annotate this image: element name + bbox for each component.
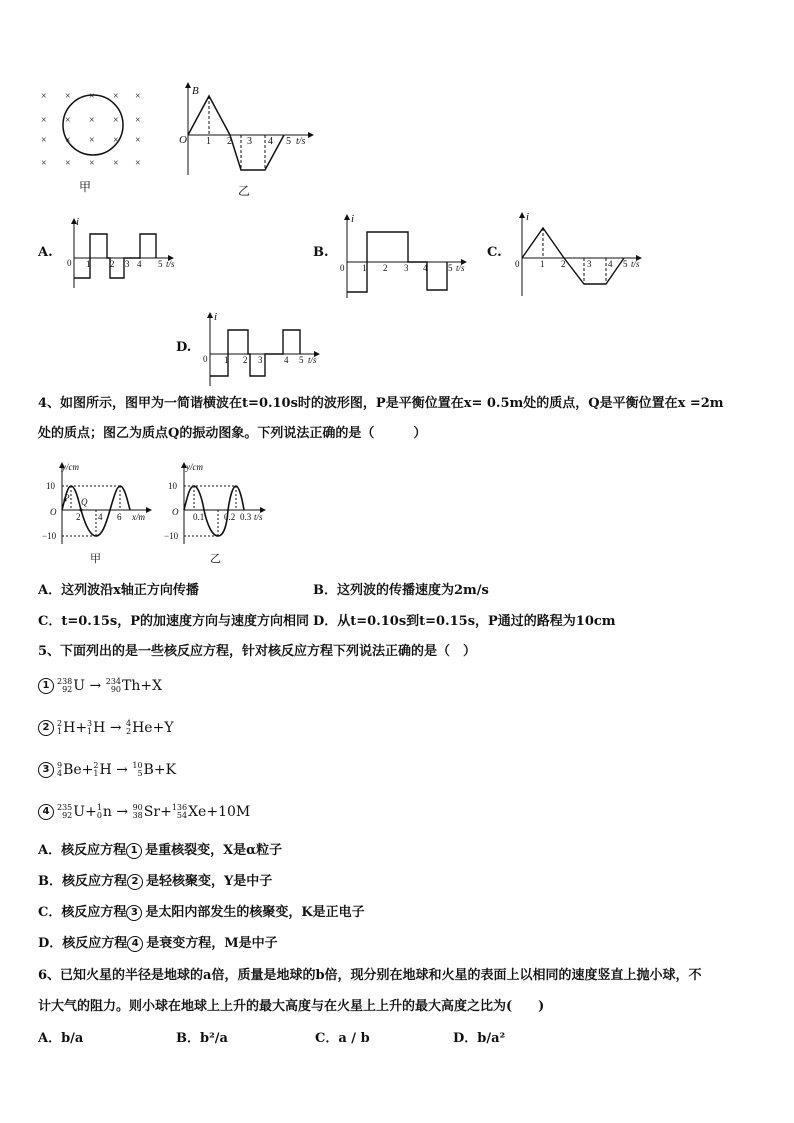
q4-option-c[interactable]: C．t=0.15s，P的加速度方向与速度方向相同 — [38, 614, 310, 629]
b-t-label: t/s — [456, 263, 465, 273]
svg-text:×: × — [135, 91, 141, 102]
arrow-icon: → — [109, 720, 122, 736]
magnetic-field-diagram — [36, 86, 146, 171]
c-tick-1: 1 — [540, 259, 545, 269]
svg-text:×: × — [41, 135, 47, 146]
svg-text:×: × — [41, 158, 47, 169]
yi-tick-1: 1 — [206, 136, 211, 147]
a-i-label: i — [76, 216, 80, 228]
option-c-label: C. — [487, 245, 502, 260]
a-tick-4: 4 — [137, 259, 142, 269]
circled-number-1: 1 — [38, 678, 54, 694]
b-tick-4: 4 — [423, 263, 428, 273]
figure-yi-b-t-graph — [176, 80, 316, 180]
q5-option-b[interactable]: B．核反应方程 2 是轻核聚变，Y是中子 — [38, 874, 273, 889]
option-a-graph — [62, 212, 182, 292]
jia-origin-label: O — [50, 507, 57, 517]
jia-q-label: Q — [81, 497, 88, 507]
option-a-label: A. — [38, 245, 53, 260]
q6-option-d[interactable]: D．b/a² — [453, 1031, 506, 1046]
d-tick-5: 5 — [299, 355, 304, 365]
q5-option-c[interactable]: C．核反应方程 3 是太阳内部发生的核聚变，K是正电子 — [38, 905, 365, 920]
yi-tick-3: 3 — [247, 136, 252, 147]
yi-tick-03: 0.3 — [240, 512, 252, 522]
jia-x-label: x/m — [132, 512, 145, 522]
c-t-label: t/s — [631, 259, 640, 269]
q4-option-d[interactable]: D．从t=0.10s到t=0.15s，P通过的路程为10cm — [313, 614, 616, 629]
q6-option-b[interactable]: B．b²/a — [176, 1031, 228, 1046]
q5-option-d[interactable]: D．核反应方程 4 是衰变方程，M是中子 — [38, 936, 278, 951]
q6-stem-line1: 6、已知火星的半径是地球的a倍，质量是地球的b倍，现分别在地球和火星的表面上以相同的速度竖直上抛小球，不 — [38, 968, 702, 983]
svg-text:×: × — [89, 115, 95, 126]
option-d-graph — [198, 308, 328, 388]
svg-text:×: × — [65, 135, 71, 146]
yi-tick-02: 0.2 — [224, 512, 236, 522]
d-tick-3: 3 — [258, 355, 263, 365]
yi-origin-label: O — [179, 134, 187, 146]
svg-text:×: × — [135, 135, 141, 146]
q5-option-a[interactable]: A．核反应方程 1 是重核裂变，X是α粒子 — [38, 843, 283, 858]
circled-number-2: 2 — [38, 720, 54, 736]
q5-equation-1: 1 238 92 U → 234 90 Th+X — [38, 678, 162, 694]
c-i-label: i — [526, 211, 530, 223]
svg-text:×: × — [113, 115, 119, 126]
d-tick-2: 2 — [243, 355, 248, 365]
yi-bottom-label: −10 — [164, 531, 179, 541]
q5-equation-3: 3 9 4 Be+ 2 1 H → 10 5 B+K — [38, 762, 176, 778]
d-tick-4: 4 — [284, 355, 289, 365]
q6-stem-line2: 计大气的阻力。则小球在地球上上升的最大高度与在火星上上升的最大高度之比为( ) — [38, 999, 545, 1014]
option-b-label: B. — [313, 245, 329, 260]
a-zero: 0 — [67, 258, 72, 268]
b-i-label: i — [351, 213, 355, 225]
q4-stem-line1: 4、如图所示，图甲为一简谐横波在t=0.10s时的波形图，P是平衡位置在x= 0.5m处的质点，Q是平衡位置在x =2m — [38, 396, 724, 411]
jia-tick-2: 2 — [76, 512, 81, 522]
b-zero: 0 — [340, 263, 345, 273]
circled-number-3: 3 — [38, 762, 54, 778]
c-tick-5: 5 — [623, 259, 628, 269]
yi-y-label: y/cm — [186, 462, 203, 472]
q4-option-a[interactable]: A．这列波沿x轴正方向传播 — [38, 583, 199, 598]
d-zero: 0 — [203, 354, 208, 364]
b-tick-2: 2 — [383, 263, 388, 273]
b-tick-1: 1 — [362, 263, 367, 273]
jia-bottom-label: −10 — [42, 531, 57, 541]
arrow-icon: → — [89, 678, 102, 694]
q6-option-c[interactable]: C．a / b — [315, 1031, 370, 1046]
a-tick-3: 3 — [125, 259, 130, 269]
d-tick-1: 1 — [224, 355, 229, 365]
svg-text:×: × — [65, 115, 71, 126]
c-tick-2: 2 — [561, 259, 566, 269]
jia-p-label: P — [64, 493, 70, 503]
a-tick-2: 2 — [110, 259, 115, 269]
b-tick-5: 5 — [448, 263, 453, 273]
q4-yi-caption: 乙 — [210, 552, 221, 565]
svg-text:×: × — [89, 91, 95, 102]
d-t-label: t/s — [308, 355, 317, 365]
option-c-graph — [510, 208, 650, 300]
svg-text:×: × — [135, 158, 141, 169]
svg-text:×: × — [41, 115, 47, 126]
c-tick-3: 3 — [587, 259, 592, 269]
arrow-icon: → — [116, 762, 128, 778]
svg-text:×: × — [113, 91, 119, 102]
c-tick-4: 4 — [608, 259, 613, 269]
a-tick-1: 1 — [86, 259, 91, 269]
q5-equation-2: 2 2 1 H+ 3 1 H → 4 2 He+Y — [38, 720, 174, 736]
yi-tick-5: 5 — [286, 136, 291, 147]
yi-t-label: t/s — [296, 136, 306, 147]
svg-text:×: × — [65, 158, 71, 169]
circled-number-4: 4 — [127, 936, 143, 952]
jia-tick-6: 6 — [117, 512, 122, 522]
yi-b-label: B — [192, 85, 199, 97]
a-tick-5: 5 — [158, 259, 163, 269]
yi-t-axis-label: t/s — [254, 512, 263, 522]
q4-jia-caption: 甲 — [90, 552, 101, 565]
svg-text:×: × — [41, 91, 47, 102]
option-d-label: D. — [176, 340, 192, 355]
jia-y-label: y/cm — [62, 462, 79, 472]
c-zero: 0 — [515, 259, 520, 269]
yi-tick-2: 2 — [227, 136, 232, 147]
q4-figure-jia-wave — [38, 460, 163, 550]
jia-tick-4: 4 — [98, 512, 103, 522]
svg-text:×: × — [113, 135, 119, 146]
figure-yi-caption: 乙 — [238, 184, 251, 198]
svg-text:×: × — [89, 158, 95, 169]
yi-tick-01: 0.1 — [193, 512, 205, 522]
figure-jia-caption: 甲 — [79, 180, 92, 194]
b-tick-3: 3 — [404, 263, 409, 273]
svg-text:×: × — [135, 115, 141, 126]
jia-top-label: 10 — [46, 481, 55, 491]
q6-option-a[interactable]: A．b/a — [38, 1031, 84, 1046]
circled-number-4: 4 — [38, 804, 54, 820]
option-b-graph — [335, 210, 475, 300]
arrow-icon: → — [116, 804, 129, 820]
yi-top-label: 10 — [168, 481, 177, 491]
q5-equation-4: 4 235 92 U+ 1 0 n → 90 38 Sr+ 136 54 Xe+10M — [38, 804, 250, 820]
d-i-label: i — [214, 311, 218, 323]
svg-text:×: × — [113, 158, 119, 169]
circled-number-2: 2 — [127, 874, 143, 890]
circled-number-3: 3 — [126, 905, 142, 921]
circled-number-1: 1 — [126, 843, 142, 859]
q4-figure-yi-vibration — [160, 460, 285, 550]
yi-tick-4: 4 — [268, 136, 273, 147]
q5-stem: 5、下面列出的是一些核反应方程，针对核反应方程下列说法正确的是（ ） — [38, 644, 477, 659]
yi-origin: O — [172, 507, 179, 517]
q4-stem-line2: 处的质点；图乙为质点Q的振动图象。下列说法正确的是（ ） — [38, 426, 427, 441]
figure-jia-magnetic-field — [36, 86, 146, 171]
svg-text:×: × — [65, 91, 71, 102]
a-t-label: t/s — [166, 259, 175, 269]
q4-option-b[interactable]: B．这列波的传播速度为2m/s — [313, 583, 489, 598]
svg-text:×: × — [89, 135, 95, 146]
